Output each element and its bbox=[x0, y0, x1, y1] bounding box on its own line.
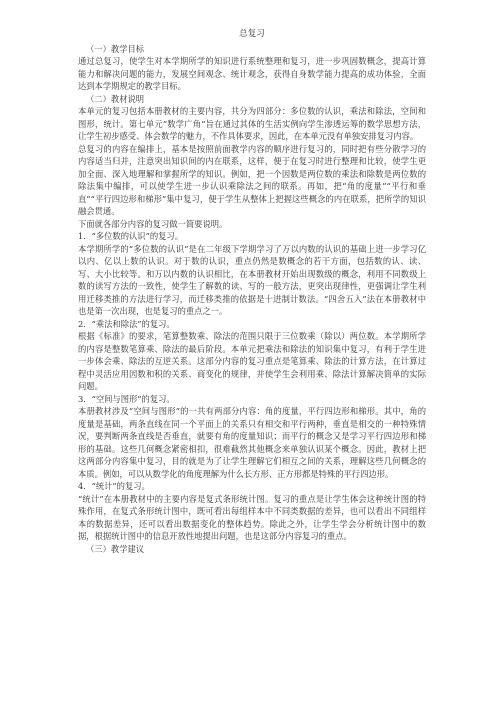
paragraph: 1．“多位数的认识”的复习。 bbox=[78, 231, 184, 241]
paragraph: 本单元的复习包括本册教材的主要内容，共分为四部分：多位数的认识，乘法和除法，空间和图形，统计。第七单元“数学广角”旨在通过其体的生活实例向学生渗透运筹的数学思想方法，让学生初步感受、体会数学的魅力，不作具体要求，因此，在本单元没有单独安排复习内容。 bbox=[78, 106, 426, 141]
paragraph: 通过总复习，使学生对本学期所学的知识进行系统整理和复习，进一步巩固数概念，提高计算能力和解决问题的能力，发展空间观念、统计观念，获得自身数学能力提高的成功体验，全面达到本学期规定的教学目标。 bbox=[78, 56, 426, 91]
paragraph: 本学期所学的“多位数的认识”是在二年级下学期学习了万以内数的认识的基础上进一步学习亿以内、亿以上数的认识。对于数的认识，重点仍然是数概念的若干方面，包括数的认、读、写、大小比较等。和万以内数的认识相比，在本册教材开始出现数级的概念，利用不同数级上数的读写方法的一致性，使学生了解数的读、写的一般方法，更突出现律性，更强调让学生利用迁移类推的方法进行学习，而迁移类推的依据是十进制计数法。“四舍五入”法在本册教材中也是第一次出现，也是复习的重点之一。 bbox=[78, 243, 426, 316]
paragraph: 4．“统计”的复习。 bbox=[78, 481, 150, 491]
document-body bbox=[78, 43, 426, 556]
paragraph: 根据《标准》的要求，笔算整数乘、除法的范围只限于三位数乘（除以）两位数。本学期所学的内容是整数笔算乘、除法的最后阶段。本单元把乘法和除法的知识集中复习，有利于学生进一步体会乘、除法的互逆关系。这部分内容的复习重点是笔算乘、除法的计算方法，在计算过程中灵活应用因数和积的关系、商变化的规律，并使学生会利用乘、除法计算解决简单的实际问题。 bbox=[78, 331, 426, 391]
paragraph: 3．“空间与图形”的复习。 bbox=[78, 393, 175, 404]
section-heading: （二）教材说明 bbox=[86, 93, 145, 104]
paragraph: 下面就各部分内容的复习做一简要说明。 bbox=[78, 218, 228, 229]
paragraph: “统计”在本册教材中的主要内容是复式条形统计图。复习的重点是让学生体会这种统计图的特殊作用，在复式条形统计图中，既可看出每组样本中不同类数据的差异，也可以看出不同组样本的数据差异，还可以看出数据变化的整体趋势。除此之外，让学生学会分析统计图中的数据，根据统计图中的信息开放性地提出问题，也是这部分内容复习的重点。 bbox=[78, 493, 426, 541]
section-heading: （三）教学建议 bbox=[86, 543, 145, 554]
paragraph: 2．“乘法和除法”的复习。 bbox=[78, 318, 175, 329]
document-title: 总复习 bbox=[239, 29, 265, 39]
paragraph: 总复习的内容在编排上，基本是按照前面教学内容的顺序进行复习的，同时把有些分散学习的内容适当归并，注意突出知识间的内在联系，这样，便于在复习时进行整理和比较，使学生更加全面、深入地理解和掌握所学的知识。例如，把一个因数是两位数的乘法和除数是两位数的除法集中编排，可以使学生进一步认识乘除法之间的联系。再如，把“角的度量”“平行和垂直”“平行四边形和梯形”集中复习，便于学生从整体上把握这些概念的内在联系，把所学的知识融会贯通。 bbox=[78, 143, 426, 216]
paragraph: 本册教材涉及“空间与图形”的一共有两部分内容：角的度量，平行四边形和梯形。其中，角的度量是基础，两条直线在同一个平面上的关系只有相交和平行两种，垂直是相交的一种特殊情况，要判断两条直线是否垂直，就要有角的度量知识；而平行的概念又是学习平行四边形和梯形的基础。这些几何概念紧密相扣，很难截然其他概念来单独认识某个概念。因此，教材上把这两部分内容集中复习，目的就是为了让学生理解它们相互之间的关系，理解这些几何概念的本质。例如，可以从数学化的角度理解为什么长方形、正方形都是特殊的平行四边形。 bbox=[78, 406, 426, 479]
document-page bbox=[78, 28, 426, 555]
section-heading: （一）教学目标 bbox=[86, 43, 145, 54]
